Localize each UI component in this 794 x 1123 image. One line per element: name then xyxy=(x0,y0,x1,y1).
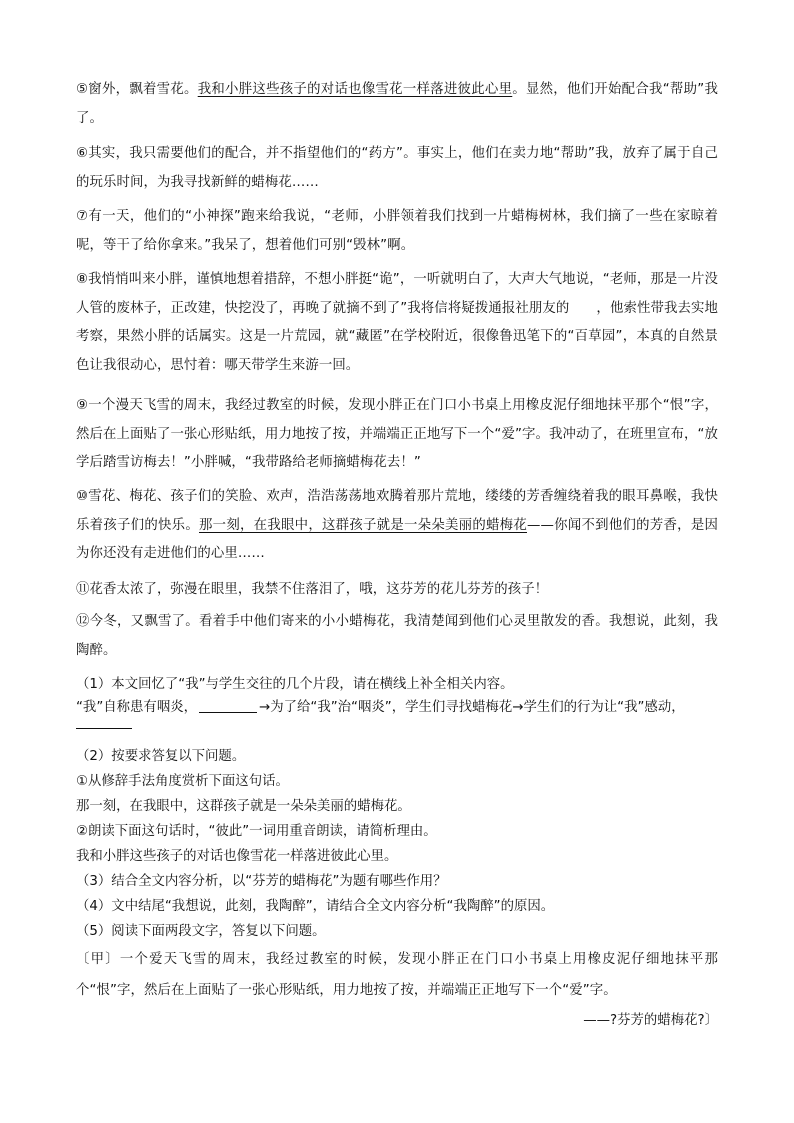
question-1-line xyxy=(76,695,718,720)
question-5-title: （5）阅读下面两段文字，答复以下问题。 xyxy=(76,924,326,939)
question-2-title: （2）按要求答复以下问题。 xyxy=(76,749,246,764)
paragraph-6: ⑥其实，我只需要他们的配合，并不指望他们的“药方”。事实上，他们在卖力地“帮助”我，放弃了属于自己的玩乐时间，为我寻找新鲜的蜡梅花…… xyxy=(76,146,718,190)
text: “我”自称患有咽炎， xyxy=(76,700,197,715)
question-2-sub-1: ①从修辞手法角度赏析下面这句话。 xyxy=(76,774,289,789)
excerpt-source: ——?芬芳的蜡梅花?〕 xyxy=(583,1013,718,1028)
question-4: （4）文中结尾“我想说，此刻，我陶醉”，请结合全文内容分析“我陶醉”的原因。 xyxy=(76,899,555,914)
excerpt-jia: 〔甲〕一个爱天飞雪的周末，我经过教室的时候，发现小胖正在门口小书桌上用橡皮泥仔细地抹平那个“恨”字，然后在上面贴了一张心形贴纸，用力地按了按，并端端正正地写下一个“爱”字。 xyxy=(76,952,718,998)
question-2-sub-2: ②朗读下面这句话时，“彼此”一词用重音朗读，请简析理由。 xyxy=(76,824,437,839)
paragraph-8: ⑧我悄悄叫来小胖，谨慎地想着措辞，不想小胖挺“诡”，一听就明白了，大声大气地说，“老师，那是一片没人管的废林子，正改建，快挖没了，再晚了就摘不到了”我将信将疑拨通报社朋友的 ，他索性带我去实地考察，果然小胖的话属实。这是一片荒园，就“藏匿”在学校附近，很像鲁迅笔下的“百草园”，本真的自然景色让我很动心，思忖着：哪天带学生来游一回。 xyxy=(76,272,718,373)
question-2-quote-1: 那一刻，在我眼中，这群孩子就是一朵朵美丽的蜡梅花。 xyxy=(76,799,411,814)
answer-blank[interactable] xyxy=(76,728,132,729)
paragraph-12: ⑫今冬，又飘雪了。看着手中他们寄来的小小蜡梅花，我清楚闻到他们心灵里散发的香。我想说，此刻，我陶醉。 xyxy=(76,614,718,658)
text: ⑤窗外，飘着雪花。 xyxy=(76,82,198,97)
paragraph-5 xyxy=(76,76,718,133)
paragraph-10 xyxy=(76,483,718,569)
text: 。显然，他们开始配合我“帮助”我了。 xyxy=(76,82,718,126)
text: ——你闻不到他们的芳香，是因为你还没有走进他们的心里…… xyxy=(76,517,718,561)
question-1-title: （1）本文回忆了“我”与学生交往的几个片段，请在横线上补全相关内容。 xyxy=(76,677,514,692)
answer-blank[interactable] xyxy=(199,698,257,713)
underlined-sentence: 那一刻，在我眼中，这群孩子就是一朵朵美丽的蜡梅花 xyxy=(199,517,527,533)
question-3: （3）结合全文内容分析，以“芬芳的蜡梅花”为题有哪些作用？ xyxy=(76,874,447,889)
question-2-quote-2: 我和小胖这些孩子的对话也像雪花一样落进彼此心里。 xyxy=(76,849,398,864)
paragraph-7: ⑦有一天，他们的“小神探”跑来给我说，“老师，小胖领着我们找到一片蜡梅树林，我们摘了一些在家晾着呢，等干了给你拿来。”我呆了，想着他们可别“毁林”啊。 xyxy=(76,209,718,253)
text: ⑩雪花、梅花、孩子们的笑脸、欢声，浩浩荡荡地欢腾着那片荒地，缕缕的芳香缠绕着我的眼耳鼻喉，我快乐着孩子们的快乐。 xyxy=(76,489,718,533)
paragraph-11: ⑪花香太浓了，弥漫在眼里，我禁不住落泪了，哦，这芬芳的花儿芬芳的孩子！ xyxy=(76,582,549,597)
text: →为了给“我”治“咽炎”，学生们寻找蜡梅花→学生们的行为让“我”感动， xyxy=(259,700,685,715)
paragraph-9: ⑨一个漫天飞雪的周末，我经过教室的时候，发现小胖正在门口小书桌上用橡皮泥仔细地抹平那个“恨”字，然后在上面贴了一张心形贴纸，用力地按了按，并端端正正地写下一个“爱”字。我冲动了，在班里宣布，“放学后踏雪访梅去！”小胖喊，“我带路给老师摘蜡梅花去！” xyxy=(76,398,718,470)
underlined-sentence: 我和小胖这些孩子的对话也像雪花一样落进彼此心里 xyxy=(197,82,513,97)
